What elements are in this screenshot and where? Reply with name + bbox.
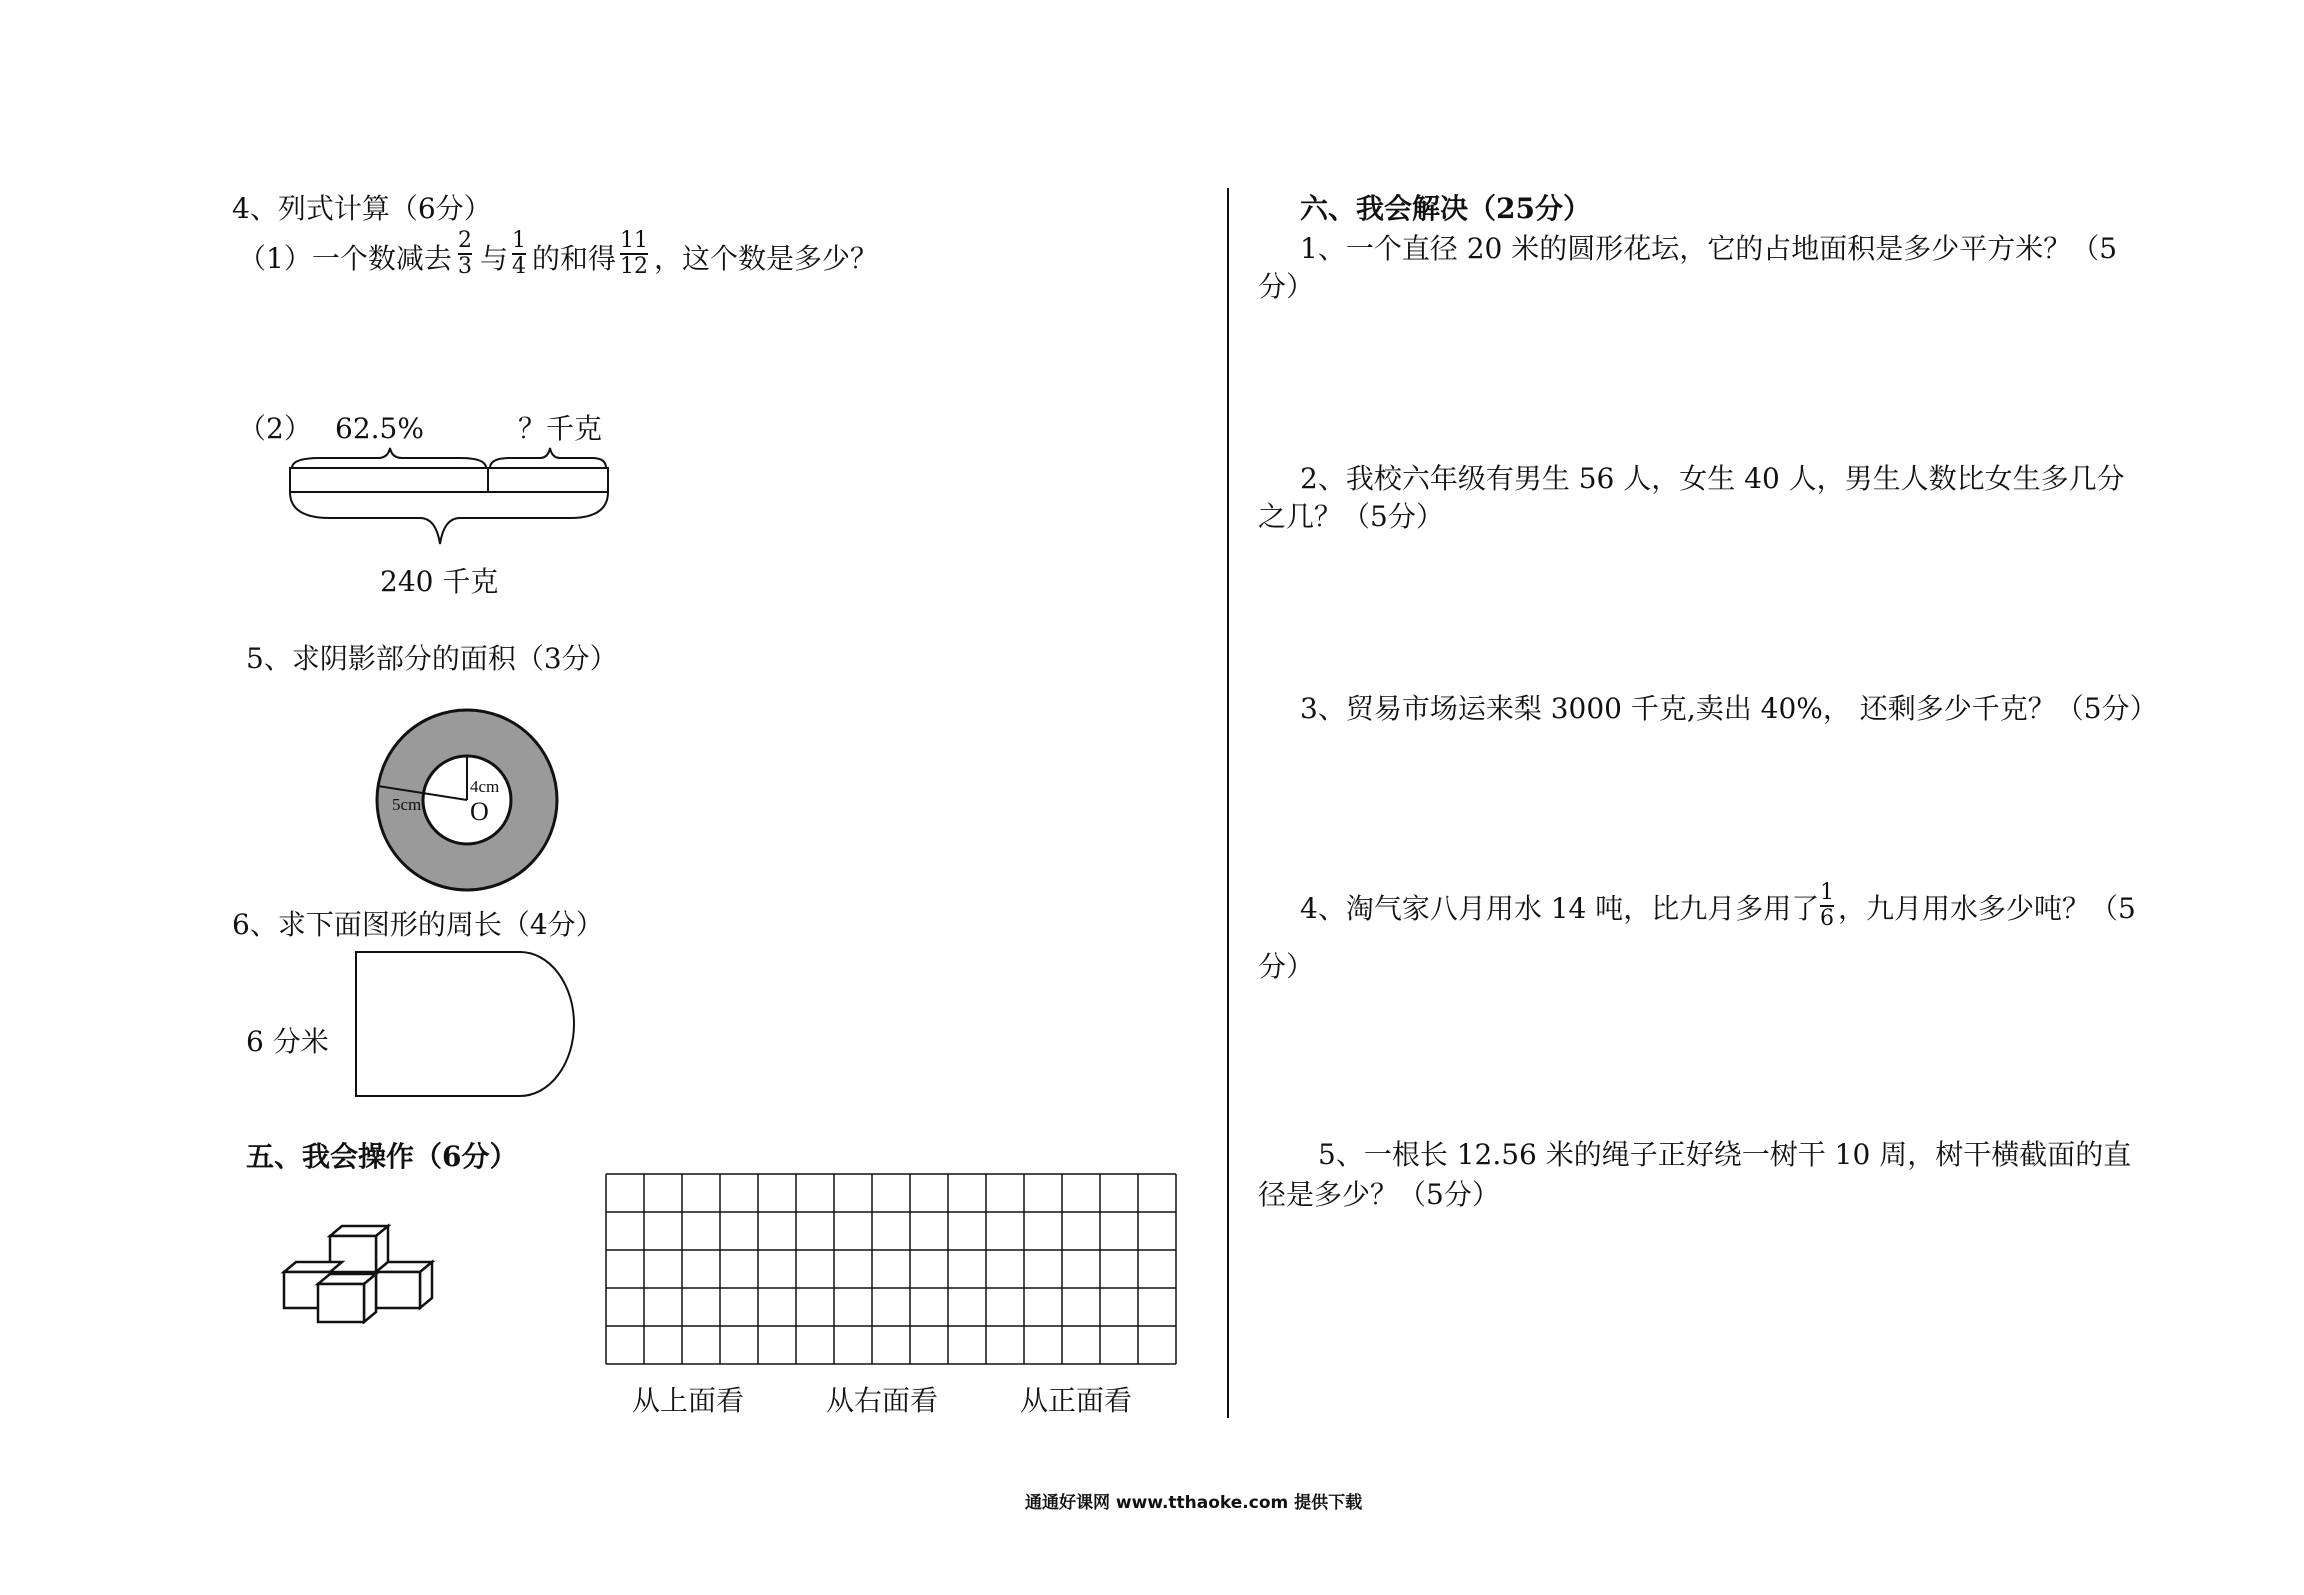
q4-title: 4、列式计算（6分） bbox=[232, 192, 492, 225]
drawing-grid bbox=[606, 1174, 1176, 1364]
rect-semicircle-figure bbox=[356, 952, 574, 1096]
q4-part1-mid2: 的和得 bbox=[532, 242, 617, 275]
section6-q3: 3、贸易市场运来梨 3000 千克,卖出 40%， 还剩多少千克？（5分） bbox=[1300, 692, 2158, 725]
ring-outer-radius-label: 5cm bbox=[392, 795, 422, 814]
q4-part2-total: 240 千克 bbox=[380, 565, 499, 598]
fraction-denominator: 3 bbox=[458, 254, 472, 279]
section5-title: 五、我会操作（6分） bbox=[246, 1140, 518, 1173]
ring-inner-radius-label: 4cm bbox=[470, 777, 500, 796]
fraction-numerator: 1 bbox=[1820, 880, 1834, 905]
fraction-denominator: 4 bbox=[512, 254, 526, 279]
footer-credit: 通通好课网 www.tthaoke.com 提供下载 bbox=[1025, 1493, 1363, 1513]
fraction-numerator: 11 bbox=[620, 228, 648, 253]
fraction-denominator: 12 bbox=[620, 254, 648, 279]
section6-q1-line1: 1、一个直径 20 米的圆形花坛，它的占地面积是多少平方米？（5 bbox=[1300, 232, 2118, 265]
q6-side-label: 6 分米 bbox=[246, 1025, 329, 1058]
q4-part2-label: （2） bbox=[238, 412, 312, 445]
fraction-numerator: 2 bbox=[458, 228, 472, 253]
grid-label-front: 从正面看 bbox=[1020, 1384, 1133, 1417]
grid-label-top: 从上面看 bbox=[632, 1384, 745, 1417]
fraction-denominator: 6 bbox=[1820, 906, 1834, 931]
q4-part1-mid1: 与 bbox=[480, 242, 509, 275]
section6-q2-line1: 2、我校六年级有男生 56 人，女生 40 人，男生人数比女生多几分 bbox=[1300, 462, 2125, 495]
section6-q4-post: ，九月用水多少吨？（5 bbox=[1838, 892, 2136, 925]
section6-q5-line1: 5、一根长 12.56 米的绳子正好绕一树干 10 周，树干横截面的直 bbox=[1318, 1138, 2132, 1171]
q5-title: 5、求阴影部分的面积（3分） bbox=[246, 642, 618, 675]
q6-title: 6、求下面图形的周长（4分） bbox=[232, 908, 604, 941]
section6-q2-line2: 之几？（5分） bbox=[1258, 500, 1444, 533]
grid-label-right: 从右面看 bbox=[826, 1384, 939, 1417]
q4-part1-suffix: ，这个数是多少？ bbox=[654, 242, 879, 275]
q4-part2-percent: 62.5% bbox=[335, 412, 424, 445]
q4-part2-unknown: ？千克 bbox=[518, 412, 603, 445]
section6-q4-pre: 4、淘气家八月用水 14 吨，比九月多用了 bbox=[1300, 892, 1820, 925]
ring-center-label: O bbox=[470, 797, 489, 826]
section6-title: 六、我会解决（25分） bbox=[1300, 192, 1591, 225]
section6-q5-line2: 径是多少？（5分） bbox=[1258, 1178, 1500, 1211]
section6-q4-line2: 分） bbox=[1258, 950, 1315, 983]
section6-q1-line2: 分） bbox=[1258, 270, 1315, 303]
fraction-numerator: 1 bbox=[512, 228, 526, 253]
brace-diagram bbox=[290, 448, 608, 544]
q4-part1-prefix: （1）一个数减去 bbox=[238, 242, 452, 275]
cube-figure bbox=[284, 1226, 432, 1322]
